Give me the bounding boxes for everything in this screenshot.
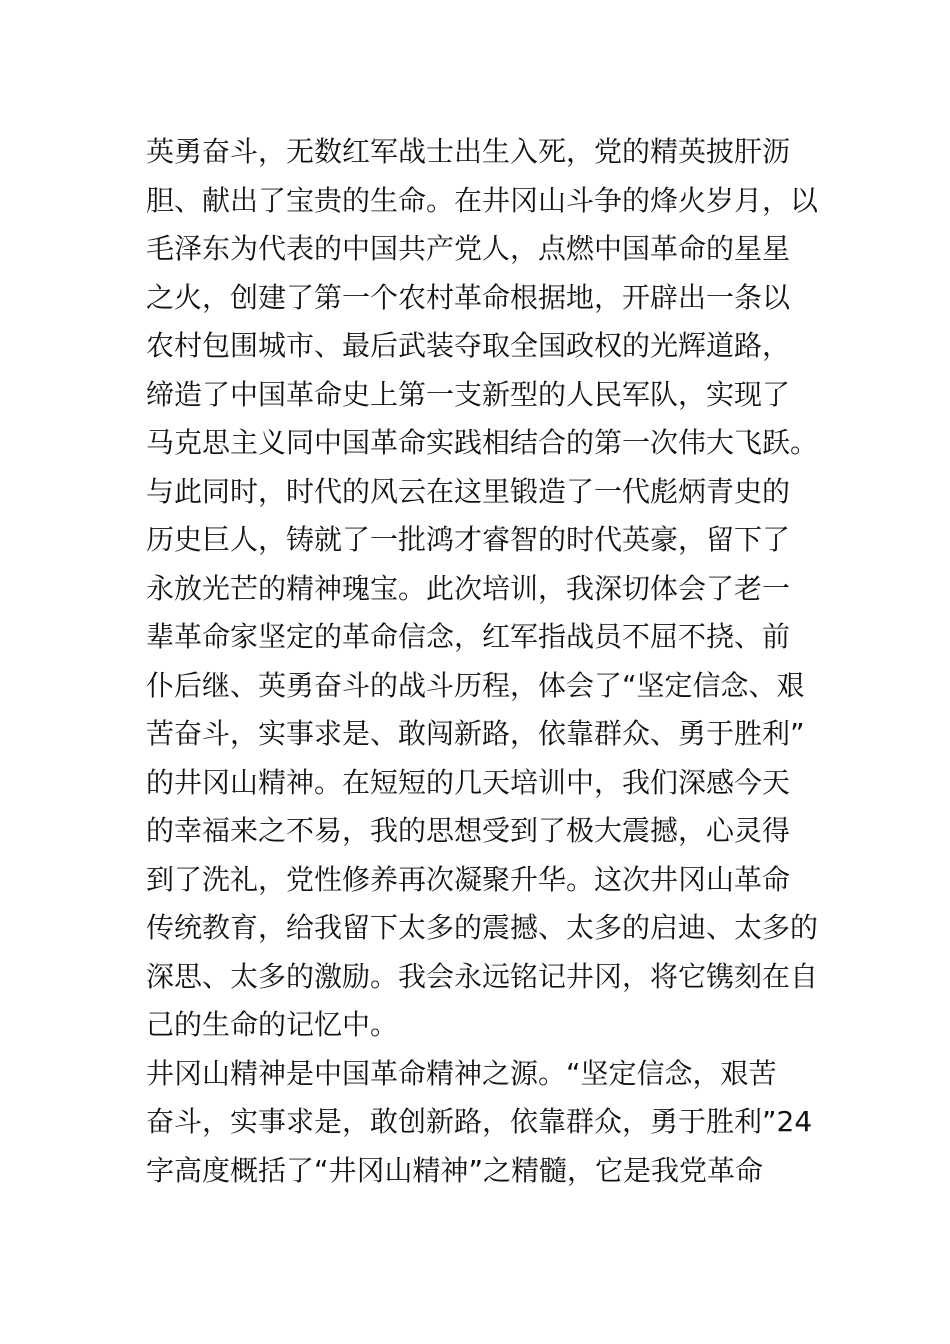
text-line: 到了洗礼，党性修养再次凝聚升华。这次井冈山革命 bbox=[146, 862, 791, 896]
text-line: 农村包围城市、最后武装夺取全国政权的光辉道路， bbox=[146, 329, 791, 362]
text-line: 马克思主义同中国革命实践相结合的第一次伟大飞跃。 bbox=[146, 426, 819, 459]
text-line: 英勇奋斗，无数红军战士出生入死，党的精英披肝沥 bbox=[146, 135, 791, 168]
text-line: 之火，创建了第一个农村革命根据地，开辟出一条以 bbox=[146, 280, 791, 314]
text-line: 苦奋斗，实事求是、敢闯新路，依靠群众、勇于胜利” bbox=[146, 717, 805, 750]
text-line: 井冈山精神是中国革命精神之源。“坚定信念，艰苦 bbox=[146, 1056, 777, 1090]
text-line: 胆、献出了宝贵的生命。在井冈山斗争的烽火岁月，以 bbox=[146, 183, 819, 217]
text-line: 缔造了中国革命史上第一支新型的人民军队，实现了 bbox=[146, 377, 791, 411]
text-line: 奋斗，实事求是，敢创新路，依靠群众，勇于胜利”24 bbox=[146, 1105, 813, 1138]
text-line: 传统教育，给我留下太多的震撼、太多的启迪、太多的 bbox=[146, 911, 819, 944]
text-line: 辈革命家坚定的革命信念，红军指战员不屈不挠、前 bbox=[146, 620, 791, 653]
text-line: 深思、太多的激励。我会永远铭记井冈，将它镌刻在自 bbox=[146, 959, 819, 993]
text-line: 毛泽东为代表的中国共产党人，点燃中国革命的星星 bbox=[146, 232, 791, 265]
text-line: 的幸福来之不易，我的思想受到了极大震撼，心灵得 bbox=[146, 814, 791, 847]
body-text bbox=[146, 128, 819, 1195]
text-line: 仆后继、英勇奋斗的战斗历程，体会了“坚定信念、艰 bbox=[146, 668, 805, 702]
text-line: 的井冈山精神。在短短的几天培训中，我们深感今天 bbox=[146, 765, 791, 799]
text-line: 永放光芒的精神瑰宝。此次培训，我深切体会了老一 bbox=[146, 571, 791, 605]
text-line: 与此同时，时代的风云在这里锻造了一代彪炳青史的 bbox=[146, 474, 791, 508]
text-line: 字高度概括了“井冈山精神”之精髓，它是我党革命 bbox=[146, 1153, 764, 1187]
text-line: 己的生命的记忆中。 bbox=[146, 1008, 399, 1041]
text-line: 历史巨人，铸就了一批鸿才睿智的时代英豪，留下了 bbox=[146, 523, 791, 556]
